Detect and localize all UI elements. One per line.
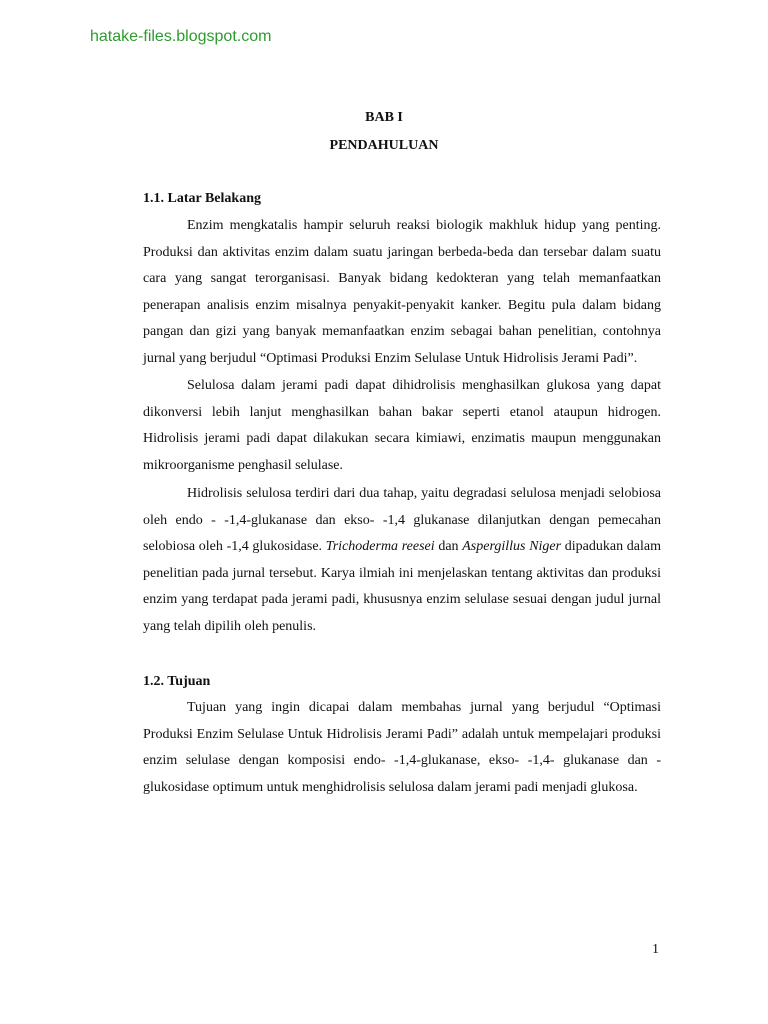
chapter-number: BAB I [365,110,403,125]
paragraph-text: dipadukan dalam penelitian pada jurnal tersebut. Karya ilmiah ini menjelaskan tentang aktivitas dan produksi enzim yang terdapat pada jerami padi, khususnya enzim selulase sesuai dengan judul jurnal yang telah dipilih oleh penulis. [143,539,661,634]
species-name: Trichoderma reesei [325,539,435,555]
paragraph-text: Tujuan yang ingin dicapai dalam membahas jurnal yang berjudul “Optimasi Produksi Enzim Selulase Untuk Hidrolisis Jerami Padi” adalah untuk mempelajari produksi enzim selulase dengan komposisi endo- -1,4-glukanase, ekso- -1,4- glukanase dan - glukosidase optimum untuk menghidrolisis selulosa dalam jerami padi menjadi glukosa. [143,700,661,795]
paragraph-text: Selulosa dalam jerami padi dapat dihidrolisis menghasilkan glukosa yang dapat dikonversi lebih lanjut menghasilkan bahan bakar seperti etanol ataupun hidrogen. Hidrolisis jerami padi dapat dilakukan secara kimiawi, enzimatis maupun menggunakan mikroorganisme penghasil selulase. [143,378,661,473]
section-heading-latar-belakang: 1.1. Latar Belakang [143,191,261,206]
species-name: Aspergillus Niger [462,539,562,555]
section-heading-tujuan: 1.2. Tujuan [143,674,211,689]
page-number: 1 [652,942,659,957]
paragraph-tujuan-1 [143,695,661,801]
paragraph-latar-belakang-1 [143,213,661,373]
chapter-title: PENDAHULUAN [329,138,439,153]
paragraph-text: Hidrolisis selulosa terdiri dari dua tahap, yaitu degradasi selulosa menjadi selobiosa oleh endo - -1,4-glukanase dan ekso- -1,4 glukanase dilanjutkan dengan pemecahan selobiosa oleh -1,4 glukosidase. [143,486,661,555]
watermark-link[interactable]: hatake-files.blogspot.com [90,28,272,45]
paragraph-text: dan [438,539,459,555]
paragraph-text: Enzim mengkatalis hampir seluruh reaksi biologik makhluk hidup yang penting. Produksi dan aktivitas enzim dalam suatu jaringan berbeda-beda dan tersebar dalam suatu cara yang sangat terorganisasi. Banyak bidang kedokteran yang telah memanfaatkan penerapan analisis enzim misalnya penyakit-penyakit kanker. Begitu pula dalam bidang pangan dan gizi yang banyak memanfaatkan enzim sebagai bahan penelitian, contohnya jurnal yang berjudul “Optimasi Produksi Enzim Selulase Untuk Hidrolisis Jerami Padi”. [143,218,661,366]
paragraph-latar-belakang-3 [143,481,661,641]
paragraph-latar-belakang-2 [143,373,661,479]
